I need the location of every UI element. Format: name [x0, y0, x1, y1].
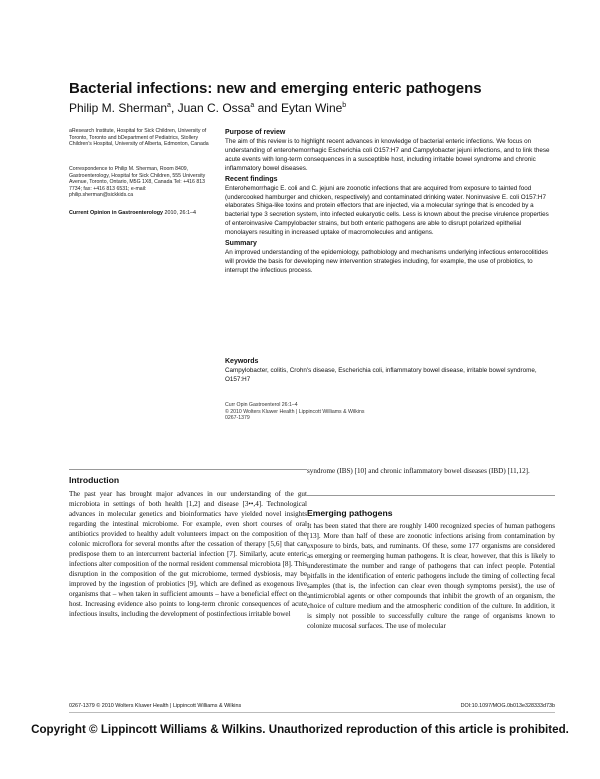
copyright-notice: Copyright © Lippincott Williams & Wilkins. Unauthorized reproduction of this article is prohibited.: [31, 723, 569, 736]
paragraph: The past year has brought major advances in our understanding of the gut microbiota in settings of both health [1,2] and disease [3••,4]. Technological advances in molecular genetics and bioinformatics have yielded novel insights regarding the intestinal microbiome. For example, even short courses of oral antibiotics provided to healthy adult volunteers impact on the composition of the colonic microflora for several months after the cessation of therapy [5,6] that can predispose them to an intercurrent bacterial infection [7]. Similarly, acute enteric infections alter composition of the normal resident commensal microbiota [8]. This disruption in the composition of the gut microbiome, termed dysbiosis, may be improved by the ingestion of probiotics [9], which are defined as exogenous live organisms that – when taken in sufficient amounts – have a beneficial effect on the host. Increasing evidence also points to long-term chronic consequences of acute infectious insults, including the development of postinfectious irritable bowel: [69, 490, 307, 618]
citation-line: © 2010 Wolters Kluwer Health | Lippincott Williams & Wilkins: [225, 408, 365, 415]
footer-doi: DOI:10.1097/MOG.0b013e328333d73b: [460, 703, 555, 709]
author-name: Eytan Wine: [280, 101, 343, 115]
article-title: Bacterial infections: new and emerging enteric pathogens: [69, 80, 482, 97]
emerging-pathogens-text: [307, 521, 555, 699]
paragraph: It has been stated that there are roughly 1400 recognized species of human pathogens [13]. More than half of these are zoonotic infections arising from contamination by exposure to birds, bats, and ruminants. Of these, some 177 organisms are considered as emerging or reemerging human pathogens. It is clear, however, that this is likely to underestimate the number and range of pathogens that can infect people. Potential pitfalls in the identification of enteric pathogens include the timing of collecting fecal samples (that is, the infection can clear even though symptoms persist), the use of antimicrobial agents or other compounds that inhibit the growth of an organism, the choice of culture medium and the atmospheric condition of the culture. In addition, it is simply not possible to successfully culture the range of organisms known to colonize mucosal surfaces. The use of molecular: [307, 522, 555, 630]
journal-name: Current Opinion in Gastroenterology: [69, 210, 164, 216]
introduction-text: [69, 489, 307, 697]
abstract-summary-text: An improved understanding of the epidemiology, pathobiology and mechanisms underlying infectious enterocolitides will provide the basis for developing new intervention strategies including, for example, the use of probiotics, to interrupt the infectious process.: [225, 249, 548, 274]
citation-line: Curr Opin Gastroenterol 26:1–4: [225, 402, 298, 408]
author-name: Philip M. Sherman: [69, 101, 168, 115]
footer-divider: [69, 712, 555, 713]
abstract-purpose-text: The aim of this review is to highlight recent advances in knowledge of bacterial enteric infections. We focus on understanding of enterohemorrhagic Escherichia coli O157:H7 and Campylobacter jejuni infections, and to link these acute events with long-term consequences in a susceptible host, including irritable bowel syndrome and chronic inflammatory bowel diseases.: [225, 138, 550, 172]
introduction-heading: Introduction: [69, 475, 120, 485]
author-affiliation-mark: b: [342, 102, 347, 109]
keywords-heading: Keywords: [225, 358, 259, 365]
section-divider: [307, 495, 555, 496]
abstract-purpose-heading: Purpose of review: [225, 129, 286, 136]
author-affiliation-mark: a: [167, 102, 171, 109]
citation-block: [225, 402, 425, 422]
journal-details: 2010, 26:1–4: [164, 210, 197, 216]
section-divider: [69, 469, 307, 470]
keywords-section: [225, 357, 555, 385]
affiliations: aResearch Institute, Hospital for Sick Children, University of Toronto, Toronto and bDepartment of Pediatrics, Stollery Children's Hospital, University of Alberta, Edmonton, Canada: [69, 128, 209, 148]
abstract-findings-text: Enterohemorrhagic E. coli and C. jejuni are zoonotic infections that are acquired from exposure to tainted food (undercooked hamburger and chicken, respectively) and contaminated drinking water. Noninvasive E. coli O157:H7 elaborates Shiga-like toxins and protein effectors that are injected, via a molecular syringe that is encoded by a bacterial type 3 secretion system, into infected eukaryotic cells. Less is known about the precise virulence properties of enteroinvasive Campylobacter strains, but both enteric pathogens are able to disrupt polarized epithelial monolayers resulting in increased uptake of macromolecules and antigens.: [225, 184, 549, 237]
footer-left: 0267-1379 © 2010 Wolters Kluwer Health | Lippincott Williams & Wilkins: [69, 703, 242, 709]
author-separator: and: [254, 101, 281, 115]
citation-line: 0267-1379: [225, 415, 250, 422]
introduction-continued: [307, 466, 555, 476]
author-separator: ,: [170, 101, 178, 115]
abstract: [225, 128, 555, 277]
abstract-summary-heading: Summary: [225, 240, 257, 248]
abstract-findings-heading: Recent findings: [225, 175, 278, 183]
author-line: [69, 98, 539, 116]
author-affiliation-mark: a: [250, 102, 255, 109]
author-name: Juan C. Ossa: [177, 101, 251, 115]
keywords-text: Campylobacter, colitis, Crohn's disease, Escherichia coli, inflammatory bowel disease, irritable bowel syndrome, O157:H7: [225, 367, 537, 383]
paragraph: syndrome (IBS) [10] and chronic inflammatory bowel diseases (IBD) [11,12].: [307, 467, 530, 475]
correspondence: Correspondence to Philip M. Sherman, Room 8409, Gastroenterology, Hospital for Sick Children, 555 University Avenue, Toronto, Ontario, M5G 1X8, Canada Tel: +416 813 7734; fax: +416 813 6531; e-mail: philip.sherman@sickkids.ca: [69, 166, 206, 199]
journal-info: [69, 210, 209, 217]
emerging-pathogens-heading: Emerging pathogens: [307, 508, 393, 518]
